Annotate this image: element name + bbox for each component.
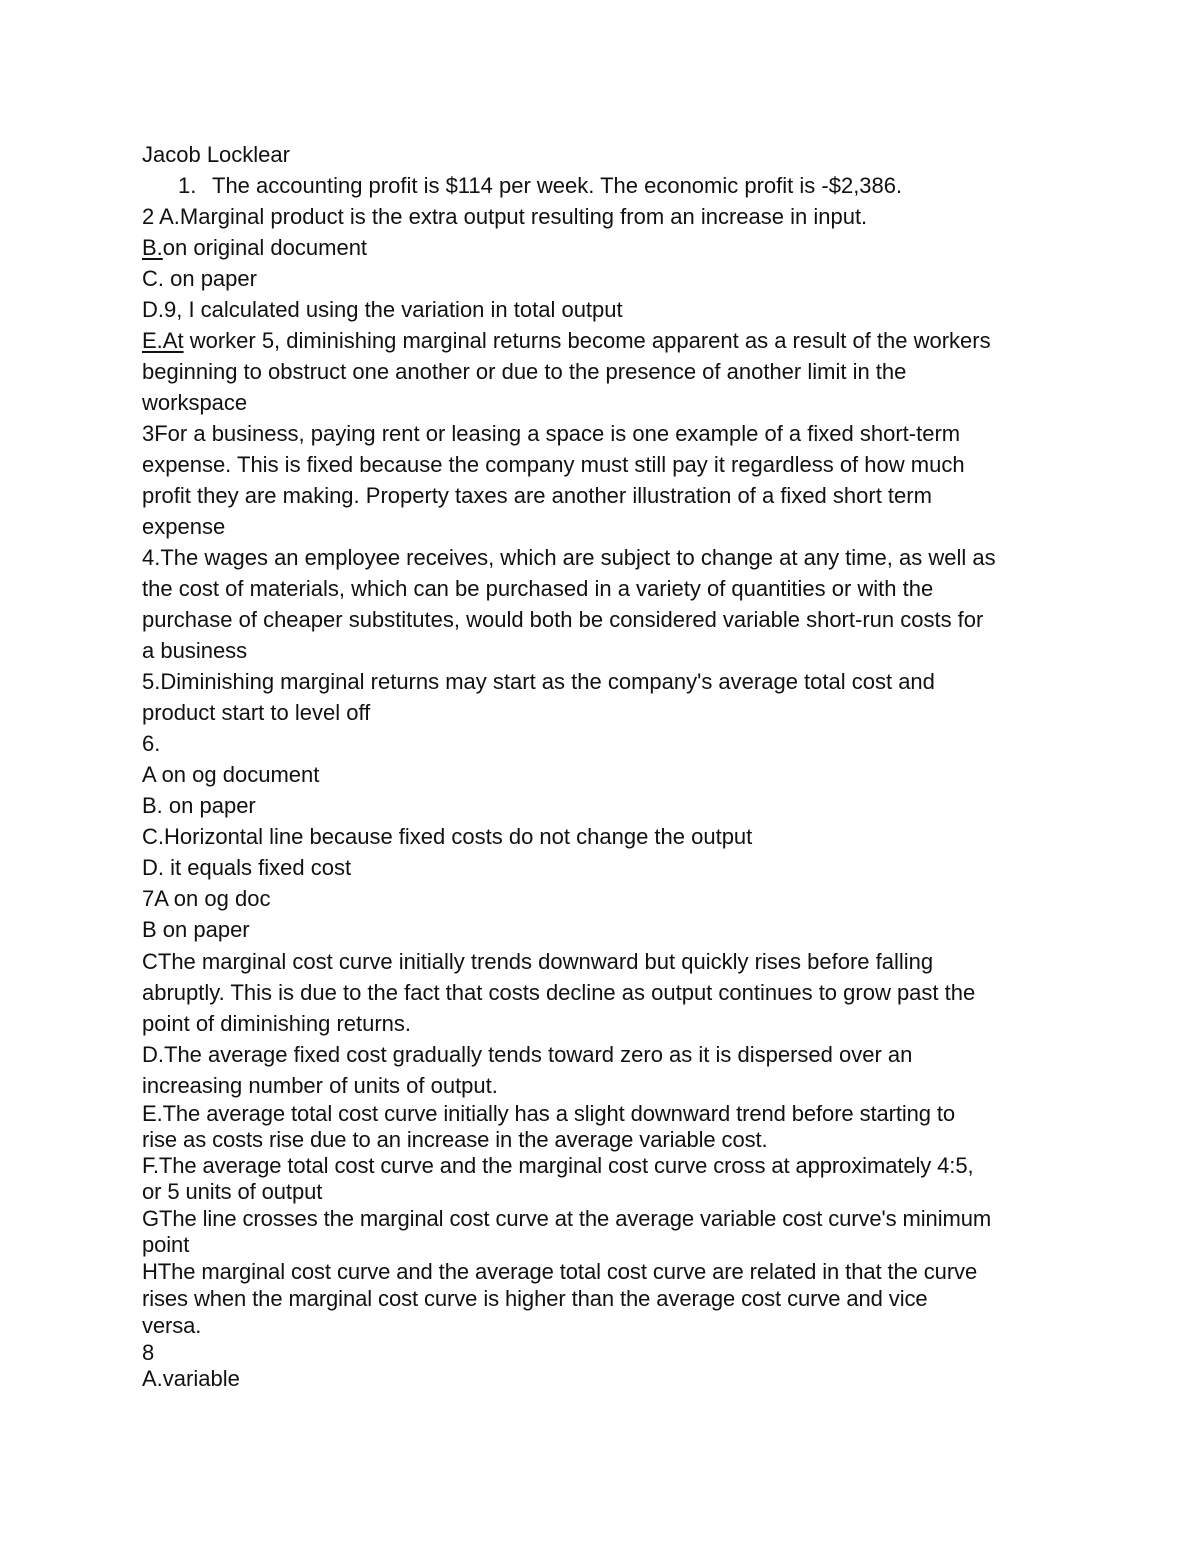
answer-2e-line-1 [142,328,991,354]
list-number: 1. [178,173,197,198]
answer-2b-text: on original document [162,235,368,260]
answer-7f-line-2: or 5 units of output [142,1179,323,1204]
answer-6c: C.Horizontal line because fixed costs do not change the output [142,824,753,849]
answer-6-heading: 6. [142,731,161,756]
answer-2b-prefix: B. [142,235,163,260]
answer-7c-line-2: abruptly. This is due to the fact that costs decline as output continues to grow past the [142,980,976,1005]
answer-4-line-3: purchase of cheaper substitutes, would both be considered variable short-run costs for [142,607,984,632]
answer-6a: A on og document [142,762,320,787]
answer-3-line-2: expense. This is fixed because the company must still pay it regardless of how much [142,452,965,477]
answer-7a: 7A on og doc [142,886,271,911]
answer-7g-line-2: point [142,1232,190,1257]
answer-7b: B on paper [142,917,250,942]
answer-5-line-2: product start to level off [142,700,371,725]
answer-1-text: The accounting profit is $114 per week. The economic profit is -$2,386. [212,173,903,198]
answer-6d: D. it equals fixed cost [142,855,352,880]
answer-7h-line-1: HThe marginal cost curve and the average total cost curve are related in that the curve [142,1259,978,1284]
answer-2e-line-2: beginning to obstruct one another or due to the presence of another limit in the [142,359,907,384]
answer-4-line-1: 4.The wages an employee receives, which are subject to change at any time, as well as [142,545,996,570]
answer-2d: D.9, I calculated using the variation in total output [142,297,623,322]
answer-8-heading: 8 [142,1340,155,1365]
answer-7d-line-1: D.The average fixed cost gradually tends toward zero as it is dispersed over an [142,1042,913,1067]
answer-7e-line-2: rise as costs rise due to an increase in the average variable cost. [142,1127,768,1152]
answer-4-line-4: a business [142,638,248,663]
answer-7h-line-3: versa. [142,1313,202,1338]
answer-6b: B. on paper [142,793,256,818]
answer-7f-line-1: F.The average total cost curve and the marginal cost curve cross at approximately 4:5, [142,1153,974,1178]
answer-8a: A.variable [142,1366,240,1391]
answer-7c-line-3: point of diminishing returns. [142,1011,412,1036]
answer-3-line-4: expense [142,514,226,539]
answer-2e-line-3: workspace [142,390,248,415]
answer-2a: 2 A.Marginal product is the extra output resulting from an increase in input. [142,204,868,229]
answer-5-line-1: 5.Diminishing marginal returns may start as the company's average total cost and [142,669,935,694]
answer-7h-line-2: rises when the marginal cost curve is higher than the average cost curve and vice [142,1286,928,1311]
answer-7e-line-1: E.The average total cost curve initially has a slight downward trend before starting to [142,1101,956,1126]
answer-2b [142,235,367,261]
answer-3-line-3: profit they are making. Property taxes are another illustration of a fixed short term [142,483,932,508]
answer-7d-line-2: increasing number of units of output. [142,1073,498,1098]
answer-1 [178,173,902,199]
answer-7g-line-1: GThe line crosses the marginal cost curve at the average variable cost curve's minimum [142,1206,992,1231]
answer-2e-text: worker 5, diminishing marginal returns become apparent as a result of the workers [183,328,991,353]
answer-7c-line-1: CThe marginal cost curve initially trends downward but quickly rises before falling [142,949,934,974]
answer-2c: C. on paper [142,266,257,291]
answer-2e-prefix: E.At [142,328,184,353]
answer-3-line-1: 3For a business, paying rent or leasing a space is one example of a fixed short-term [142,421,961,446]
author-name: Jacob Locklear [142,142,290,167]
answer-4-line-2: the cost of materials, which can be purchased in a variety of quantities or with the [142,576,934,601]
